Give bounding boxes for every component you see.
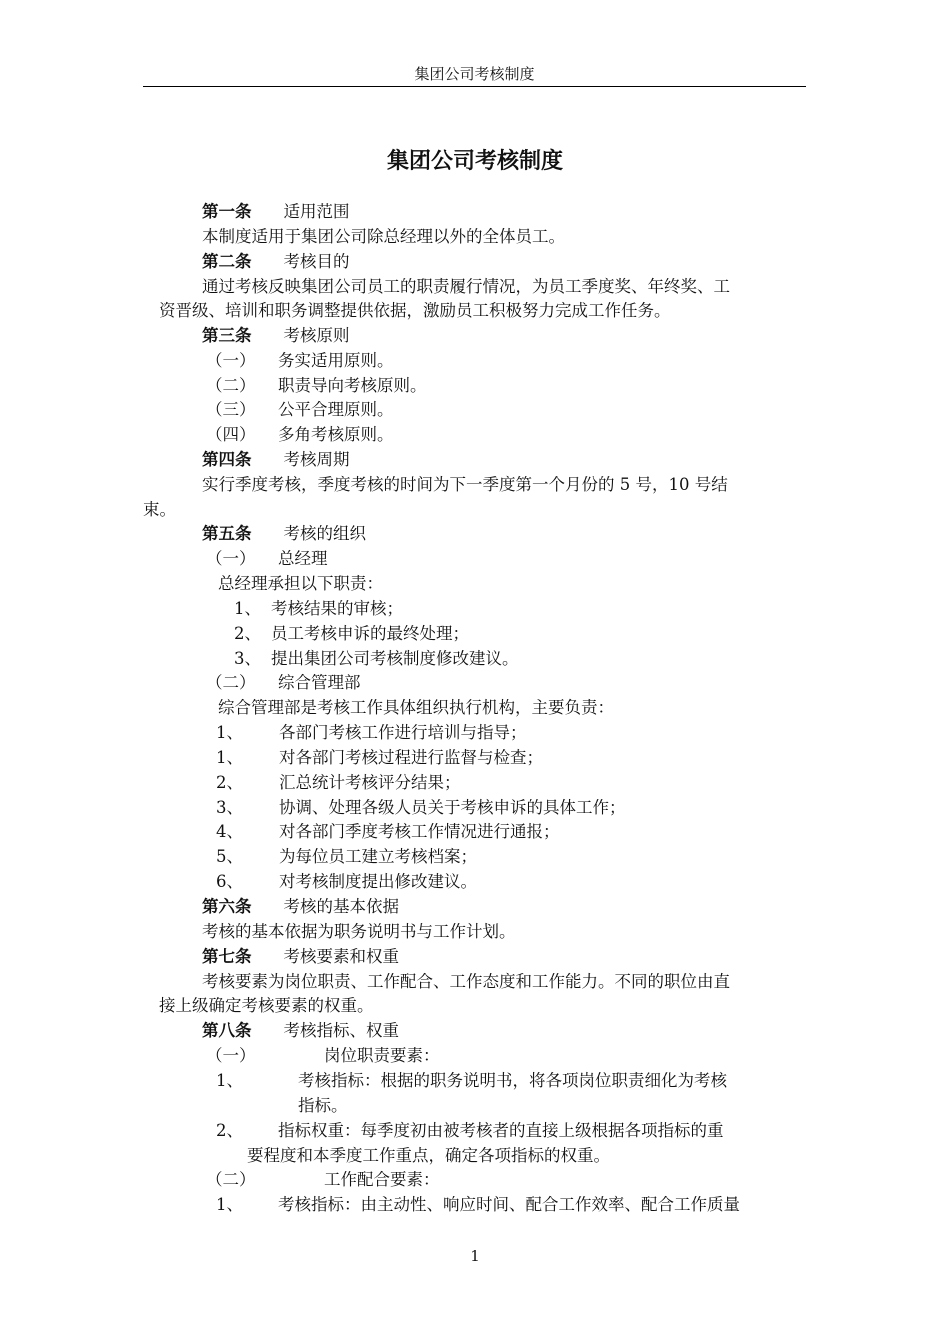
section-intro: 总经理承担以下职责： <box>218 574 383 593</box>
article-8-heading <box>202 1020 399 1042</box>
list-item: 6、 对考核制度提出修改建议。 <box>216 872 477 891</box>
list-item: 2、 员工考核申诉的最终处理； <box>234 624 469 643</box>
list-item: 4、 对各部门季度考核工作情况进行通报； <box>216 822 560 841</box>
article-5-heading <box>202 523 366 545</box>
list-item: 1、 考核指标：根据的职务说明书，将各项岗位职责细化为考核 <box>216 1071 727 1090</box>
article-4-label: 第四条 <box>202 450 252 469</box>
article-1-body: 本制度适用于集团公司除总经理以外的全体员工。 <box>202 227 565 246</box>
list-item-continuation: 要程度和本季度工作重点，确定各项指标的权重。 <box>247 1146 610 1165</box>
article-7-heading <box>202 946 399 968</box>
article-1-label: 第一条 <box>202 202 252 221</box>
list-item: （二） 职责导向考核原则。 <box>206 376 427 395</box>
running-header: 集团公司考核制度 <box>414 65 535 83</box>
section-heading: （二） 工作配合要素： <box>206 1170 440 1189</box>
list-item: 1、 考核指标：由主动性、响应时间、配合工作效率、配合工作质量 <box>216 1195 740 1214</box>
article-1-title: 适用范围 <box>283 202 350 221</box>
article-8-label: 第八条 <box>202 1021 252 1040</box>
article-5-label: 第五条 <box>202 524 252 543</box>
article-2-title: 考核目的 <box>283 252 350 271</box>
list-item: 1、 对各部门考核过程进行监督与检查； <box>216 748 543 767</box>
list-item: （一） 务实适用原则。 <box>206 351 394 370</box>
article-3-label: 第三条 <box>202 326 252 345</box>
article-2-heading <box>202 251 350 273</box>
article-7-label: 第七条 <box>202 947 252 966</box>
list-item: 3、 协调、处理各级人员关于考核申诉的具体工作； <box>216 798 626 817</box>
article-7-title: 考核要素和权重 <box>283 947 399 966</box>
list-item: （三） 公平合理原则。 <box>206 400 394 419</box>
article-6-heading <box>202 896 399 918</box>
article-8-title: 考核指标、权重 <box>283 1021 399 1040</box>
list-item: 1、 各部门考核工作进行培训与指导； <box>216 723 527 742</box>
article-4-body-line-1: 实行季度考核，季度考核的时间为下一季度第一个月份的 5 号，10 号结 <box>202 475 728 494</box>
article-3-heading <box>202 325 350 347</box>
article-6-label: 第六条 <box>202 897 252 916</box>
list-item: 2、 指标权重：每季度初由被考核者的直接上级根据各项指标的重 <box>216 1121 724 1140</box>
list-item-continuation: 指标。 <box>298 1096 348 1115</box>
section-heading: （二） 综合管理部 <box>206 673 361 692</box>
article-5-title: 考核的组织 <box>283 524 366 543</box>
article-4-body-line-2: 束。 <box>143 500 176 519</box>
list-item: 5、 为每位员工建立考核档案； <box>216 847 477 866</box>
section-heading: （一） 总经理 <box>206 549 328 568</box>
article-6-body: 考核的基本依据为职务说明书与工作计划。 <box>202 922 516 941</box>
article-4-title: 考核周期 <box>283 450 350 469</box>
list-item: （四） 多角考核原则。 <box>206 425 394 444</box>
article-2-label: 第二条 <box>202 252 252 271</box>
document-title: 集团公司考核制度 <box>386 149 563 174</box>
list-item: 3、 提出集团公司考核制度修改建议。 <box>234 649 519 668</box>
list-item: 2、 汇总统计考核评分结果； <box>216 773 461 792</box>
article-3-title: 考核原则 <box>283 326 350 345</box>
article-1-heading <box>202 201 350 223</box>
page-number: 1 <box>470 1247 480 1265</box>
article-7-body-line-1: 考核要素为岗位职责、工作配合、工作态度和工作能力。不同的职位由直 <box>202 972 730 991</box>
article-7-body-line-2: 接上级确定考核要素的权重。 <box>159 996 374 1015</box>
list-item: 1、 考核结果的审核； <box>234 599 403 618</box>
article-6-title: 考核的基本依据 <box>283 897 399 916</box>
article-4-heading <box>202 449 350 471</box>
section-heading: （一） 岗位职责要素： <box>206 1046 440 1065</box>
article-2-body-line-2: 资晋级、培训和职务调整提供依据，激励员工积极努力完成工作任务。 <box>159 301 671 320</box>
section-intro: 综合管理部是考核工作具体组织执行机构，主要负责： <box>218 698 614 717</box>
header-rule <box>143 86 806 87</box>
article-2-body-line-1: 通过考核反映集团公司员工的职责履行情况，为员工季度奖、年终奖、工 <box>202 277 730 296</box>
